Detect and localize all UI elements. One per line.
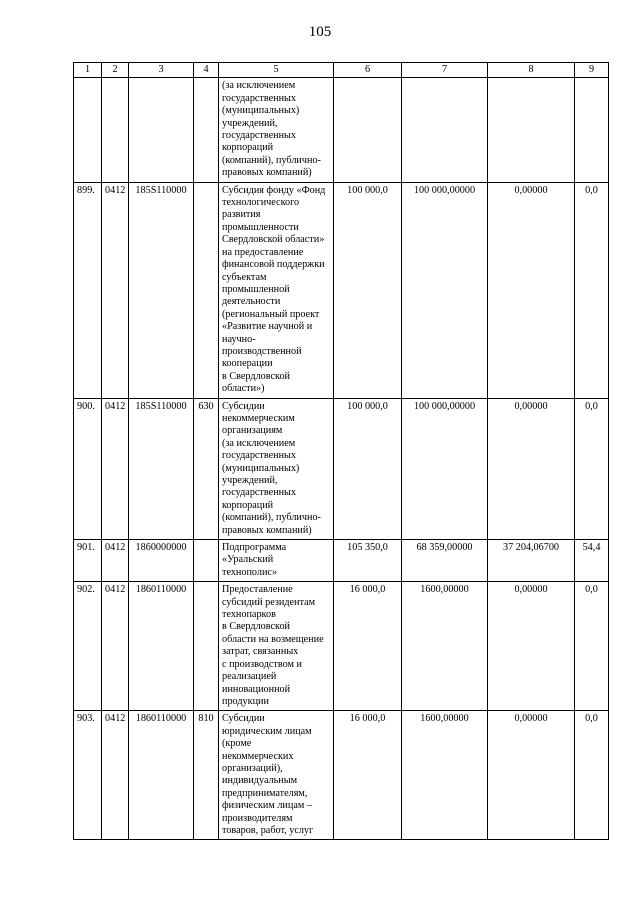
target-article-cell: 1860110000 [129,582,194,711]
row-number-cell [74,78,102,182]
column-header: 2 [102,63,129,78]
expense-type-cell [194,182,219,398]
column-header: 9 [575,63,609,78]
approved-amount-cell [334,78,402,182]
table-row [74,711,609,840]
executed-amount-cell [488,78,575,182]
target-article-cell [129,78,194,182]
target-article-cell: 185S110000 [129,182,194,398]
expense-type-cell: 630 [194,398,219,539]
adjusted-amount-cell: 1600,00000 [402,582,488,711]
adjusted-amount-cell: 100 000,00000 [402,182,488,398]
section-code-cell [102,78,129,182]
section-code-cell: 0412 [102,582,129,711]
executed-amount-cell: 0,00000 [488,711,575,840]
table-row [74,582,609,711]
column-header: 4 [194,63,219,78]
executed-amount-cell: 0,00000 [488,582,575,711]
budget-table [73,62,609,840]
executed-amount-cell: 37 204,06700 [488,540,575,582]
adjusted-amount-cell: 100 000,00000 [402,398,488,539]
executed-amount-cell: 0,00000 [488,182,575,398]
column-header: 7 [402,63,488,78]
column-header: 6 [334,63,402,78]
expense-type-cell [194,582,219,711]
section-code-cell: 0412 [102,398,129,539]
section-code-cell: 0412 [102,540,129,582]
item-name-cell: Субсидии некоммерческим организациям (за исключением государственных (муниципальных) учреждений, государственных корпораций (компаний), публично- правовых компаний) [219,398,334,539]
execution-percent-cell: 0,0 [575,182,609,398]
approved-amount-cell: 100 000,0 [334,398,402,539]
approved-amount-cell: 100 000,0 [334,182,402,398]
adjusted-amount-cell: 1600,00000 [402,711,488,840]
expense-type-cell: 810 [194,711,219,840]
item-name-cell: Предоставление субсидий резидентам технопарков в Свердловской области на возмещение затрат, связанных с производством и реализацией инновационной продукции [219,582,334,711]
page-number: 105 [308,24,332,40]
column-header: 5 [219,63,334,78]
table-row [74,182,609,398]
approved-amount-cell: 16 000,0 [334,711,402,840]
column-header: 8 [488,63,575,78]
execution-percent-cell: 0,0 [575,398,609,539]
execution-percent-cell: 54,4 [575,540,609,582]
execution-percent-cell [575,78,609,182]
adjusted-amount-cell: 68 359,00000 [402,540,488,582]
row-number-cell: 900. [74,398,102,539]
executed-amount-cell: 0,00000 [488,398,575,539]
table-row [74,78,609,182]
execution-percent-cell: 0,0 [575,582,609,711]
table-row [74,540,609,582]
target-article-cell: 1860110000 [129,711,194,840]
item-name-cell: Субсидия фонду «Фонд технологического развития промышленности Свердловской области» на предоставление финансовой поддержки субъектам промышленной деятельности (региональный проект «Развитие научной и научно- производственной кооперации в Свердловской области») [219,182,334,398]
target-article-cell: 1860000000 [129,540,194,582]
table-row [74,398,609,539]
column-header: 3 [129,63,194,78]
row-number-cell: 899. [74,182,102,398]
target-article-cell: 185S110000 [129,398,194,539]
expense-type-cell [194,78,219,182]
column-header: 1 [74,63,102,78]
table-body [74,78,609,840]
section-code-cell: 0412 [102,711,129,840]
section-code-cell: 0412 [102,182,129,398]
row-number-cell: 903. [74,711,102,840]
approved-amount-cell: 105 350,0 [334,540,402,582]
approved-amount-cell: 16 000,0 [334,582,402,711]
item-name-cell: Субсидии юридическим лицам (кроме некоммерческих организаций), индивидуальным предпринимателям, физическим лицам – производителям товаров, работ, услуг [219,711,334,840]
execution-percent-cell: 0,0 [575,711,609,840]
adjusted-amount-cell [402,78,488,182]
item-name-cell: (за исключением государственных (муниципальных) учреждений, государственных корпораций (компаний), публично- правовых компаний) [219,78,334,182]
table-header-row [74,63,609,78]
expense-type-cell [194,540,219,582]
row-number-cell: 902. [74,582,102,711]
item-name-cell: Подпрограмма «Уральский технополис» [219,540,334,582]
row-number-cell: 901. [74,540,102,582]
